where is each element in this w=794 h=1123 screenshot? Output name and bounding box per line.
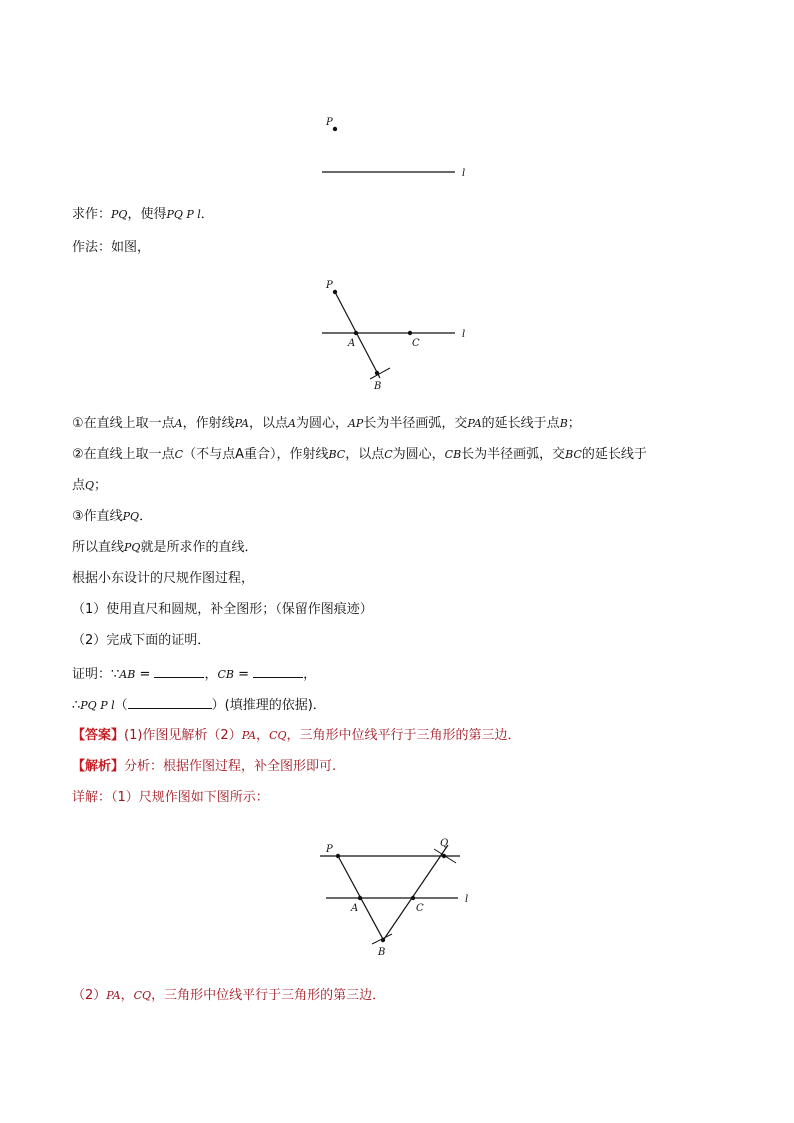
- point-a-3: [358, 896, 362, 900]
- point-p-2: [333, 290, 337, 294]
- answer-line: 【答案】(1)作图见解析（2）PA，CQ，三角形中位线平行于三角形的第三边．: [72, 728, 521, 743]
- label-b: B: [374, 381, 382, 392]
- label-p-2: P: [326, 280, 333, 291]
- process-line: 根据小东设计的尺规作图过程，: [72, 571, 255, 586]
- label-p-3: P: [326, 844, 333, 855]
- figure-completed: [320, 838, 468, 958]
- detail-line: 详解：（1）尺规作图如下图所示：: [72, 790, 269, 805]
- method-label: 作法：如图，: [72, 240, 151, 255]
- segment-bq: [382, 845, 448, 942]
- request-line: 求作：PQ，使得PQ P l．: [72, 207, 214, 222]
- blank-ab[interactable]: [154, 664, 204, 678]
- question-1: （1）使用直尺和圆规，补全图形；（保留作图痕迹）: [72, 602, 373, 617]
- label-l-2: l: [462, 329, 466, 340]
- point-c-3: [411, 896, 415, 900]
- step-1: ①在直线上取一点A，作射线PA，以点A为圆心，AP长为半径画弧，交PA的延长线于点B；: [72, 416, 581, 431]
- point-a: [354, 331, 358, 335]
- therefore-line: ∴PQ P l（ ）(填推理的依据)．: [72, 695, 326, 715]
- step-2-continued: 点Q；: [72, 478, 108, 493]
- label-q: Q: [440, 838, 449, 849]
- label-p: P: [326, 117, 333, 128]
- point-b: [375, 371, 379, 375]
- step-3: ③作直线PQ．: [72, 509, 153, 524]
- conclusion: 所以直线PQ就是所求作的直线．: [72, 540, 258, 555]
- point-c: [408, 331, 412, 335]
- point-b-3: [381, 938, 385, 942]
- analysis-line: 【解析】分析：根据作图过程，补全图形即可.: [72, 759, 337, 774]
- label-l-3: l: [465, 894, 469, 905]
- label-a: A: [348, 338, 356, 349]
- point-p: [333, 127, 337, 131]
- proof-line: 证明：∵AB = ，CB = ，: [72, 664, 316, 684]
- label-c: C: [412, 338, 420, 349]
- ray-pb: [335, 292, 380, 378]
- step-2: ②在直线上取一点C（不与点A重合），作射线BC，以点C为圆心，CB长为半径画弧，交BC的延长线于: [72, 447, 647, 462]
- blank-reason[interactable]: [128, 695, 212, 709]
- point-p-3: [336, 854, 340, 858]
- final-line: （2）PA，CQ，三角形中位线平行于三角形的第三边．: [72, 988, 386, 1003]
- label-b-3: B: [378, 947, 386, 958]
- label-l: l: [462, 168, 466, 179]
- figure-construction: [322, 280, 465, 392]
- label-c-3: C: [416, 903, 424, 914]
- label-a-3: A: [351, 903, 359, 914]
- blank-cb[interactable]: [253, 664, 303, 678]
- question-2: （2）完成下面的证明．: [72, 633, 211, 648]
